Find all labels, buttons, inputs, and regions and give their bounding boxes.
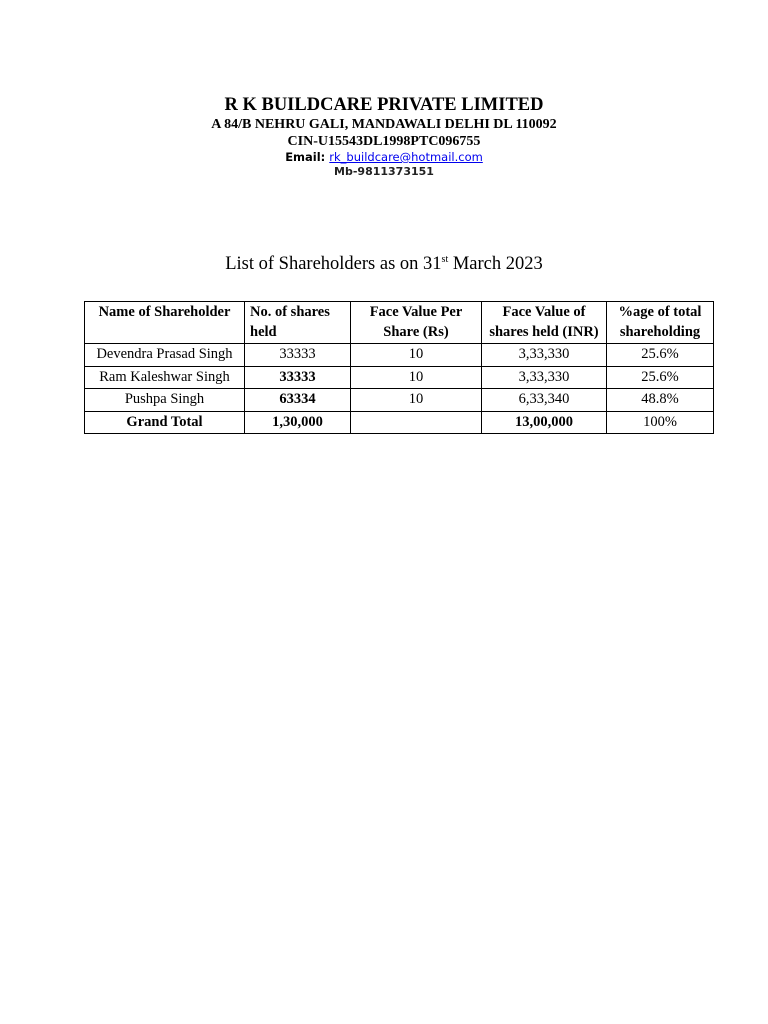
- total-value: 6,33,340: [482, 389, 607, 412]
- mobile-number: Mb-9811373151: [334, 165, 434, 178]
- percent-holding: 25.6%: [607, 366, 714, 389]
- column-header-face-value: Face Value Per Share (Rs): [351, 302, 482, 344]
- shareholder-name: Devendra Prasad Singh: [85, 344, 245, 367]
- email-label: Email:: [285, 150, 330, 164]
- column-header-shares: No. of shares held: [245, 302, 351, 344]
- table-row: [85, 344, 714, 367]
- face-value: 10: [351, 366, 482, 389]
- total-value: 3,33,330: [482, 344, 607, 367]
- company-name: R K BUILDCARE PRIVATE LIMITED: [224, 95, 544, 115]
- percent-holding: 25.6%: [607, 344, 714, 367]
- shares-held: 33333: [245, 366, 351, 389]
- percent-holding: 48.8%: [607, 389, 714, 412]
- title-prefix: List of Shareholders as on 31: [225, 254, 442, 275]
- email-line: [0, 150, 768, 165]
- grand-total-value: 13,00,000: [482, 411, 607, 434]
- face-value: 10: [351, 344, 482, 367]
- shareholder-name: Ram Kaleshwar Singh: [85, 366, 245, 389]
- column-header-total-value: Face Value of shares held (INR): [482, 302, 607, 344]
- document-title: [0, 254, 768, 275]
- shareholders-table: [84, 301, 714, 434]
- table-row: [85, 366, 714, 389]
- letterhead: [0, 94, 768, 179]
- grand-total-face-value: [351, 411, 482, 434]
- grand-total-percent: 100%: [607, 411, 714, 434]
- column-header-percent: %age of total shareholding: [607, 302, 714, 344]
- title-superscript: st: [441, 254, 449, 265]
- shares-held: 63334: [245, 389, 351, 412]
- email-link[interactable]: rk_buildcare@hotmail.com: [329, 150, 483, 164]
- grand-total-label: Grand Total: [85, 411, 245, 434]
- company-cin: CIN-U15543DL1998PTC096755: [287, 134, 481, 149]
- title-suffix: March 2023: [448, 254, 543, 275]
- face-value: 10: [351, 389, 482, 412]
- company-address: A 84/B NEHRU GALI, MANDAWALI DELHI DL 110092: [211, 117, 557, 132]
- table-header-row: [85, 302, 714, 344]
- column-header-name: Name of Shareholder: [85, 302, 245, 344]
- table-row: [85, 389, 714, 412]
- grand-total-shares: 1,30,000: [245, 411, 351, 434]
- grand-total-row: [85, 411, 714, 434]
- shareholder-name: Pushpa Singh: [85, 389, 245, 412]
- total-value: 3,33,330: [482, 366, 607, 389]
- shares-held: 33333: [245, 344, 351, 367]
